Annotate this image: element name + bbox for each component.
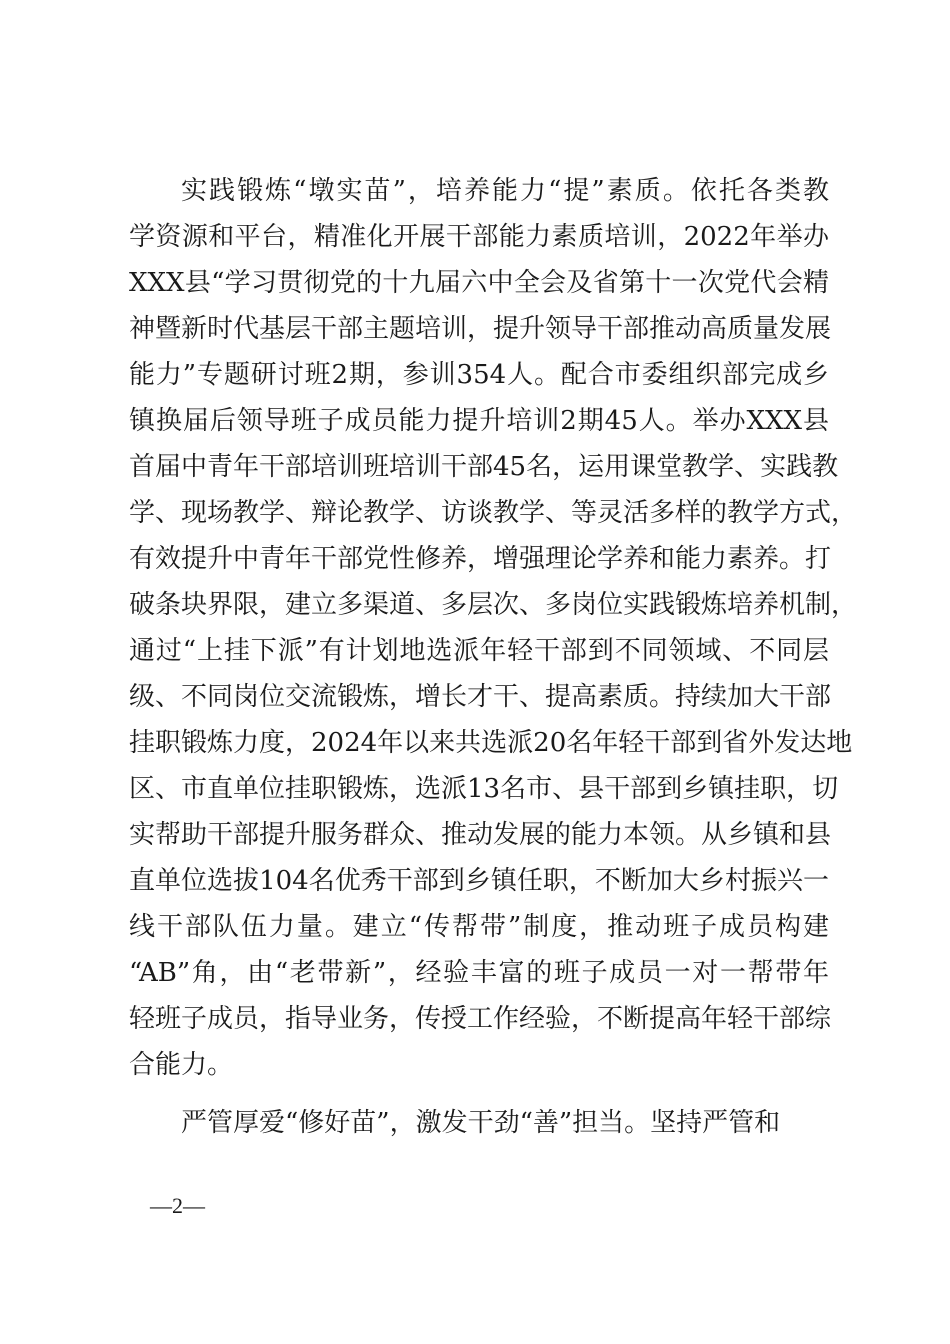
paragraph-line: 合能力。 xyxy=(129,1050,234,1080)
paragraph-line: 轻班子成员，指导业务，传授工作经验，不断提高年轻干部综 xyxy=(129,1004,832,1034)
paragraph-line: “AB”角，由“老带新”，经验丰富的班子成员一对一帮带年 xyxy=(129,958,829,988)
paragraph-line: 实践锻炼“墩实苗”，培养能力“提”素质。依托各类教 xyxy=(181,176,829,206)
paragraph-line: XXX县“学习贯彻党的十九届六中全会及省第十一次党代会精 xyxy=(129,268,829,298)
paragraph-line: 直单位选拔104名优秀干部到乡镇任职，不断加大乡村振兴一 xyxy=(129,866,829,896)
paragraph-line: 有效提升中青年干部党性修养，增强理论学养和能力素养。打 xyxy=(129,544,832,574)
paragraph-line: 镇换届后领导班子成员能力提升培训2期45人。举办XXX县 xyxy=(129,406,829,436)
paragraph-line: 实帮助干部提升服务群众、推动发展的能力本领。从乡镇和县 xyxy=(129,820,832,850)
paragraph-line: 级、不同岗位交流锻炼，增长才干、提高素质。持续加大干部 xyxy=(129,682,832,712)
paragraph-line: 首届中青年干部培训班培训干部45名，运用课堂教学、实践教 xyxy=(129,452,839,482)
paragraph-line: 破条块界限，建立多渠道、多层次、多岗位实践锻炼培养机制， xyxy=(129,590,858,620)
paragraph-line: 能力”专题研讨班2期，参训354人。配合市委组织部完成乡 xyxy=(129,360,829,390)
paragraph-line: 学资源和平台，精准化开展干部能力素质培训，2022年举办 xyxy=(129,222,829,252)
paragraph-line: 挂职锻炼力度，2024年以来共选派20名年轻干部到省外发达地 xyxy=(129,728,853,758)
paragraph-line: 神暨新时代基层干部主题培训，提升领导干部推动高质量发展 xyxy=(129,314,832,344)
paragraph-line: 严管厚爱“修好苗”，激发干劲“善”担当。坚持严管和 xyxy=(181,1108,781,1138)
paragraph-line: 线干部队伍力量。建立“传帮带”制度，推动班子成员构建 xyxy=(129,912,829,942)
paragraph-line: 区、市直单位挂职锻炼，选派13名市、县干部到乡镇挂职，切 xyxy=(129,774,839,804)
paragraph-line: 通过“上挂下派”有计划地选派年轻干部到不同领域、不同层 xyxy=(129,636,829,666)
paragraph-line: 学、现场教学、辩论教学、访谈教学、等灵活多样的教学方式， xyxy=(129,498,858,528)
page-number: —2— xyxy=(150,1193,205,1218)
